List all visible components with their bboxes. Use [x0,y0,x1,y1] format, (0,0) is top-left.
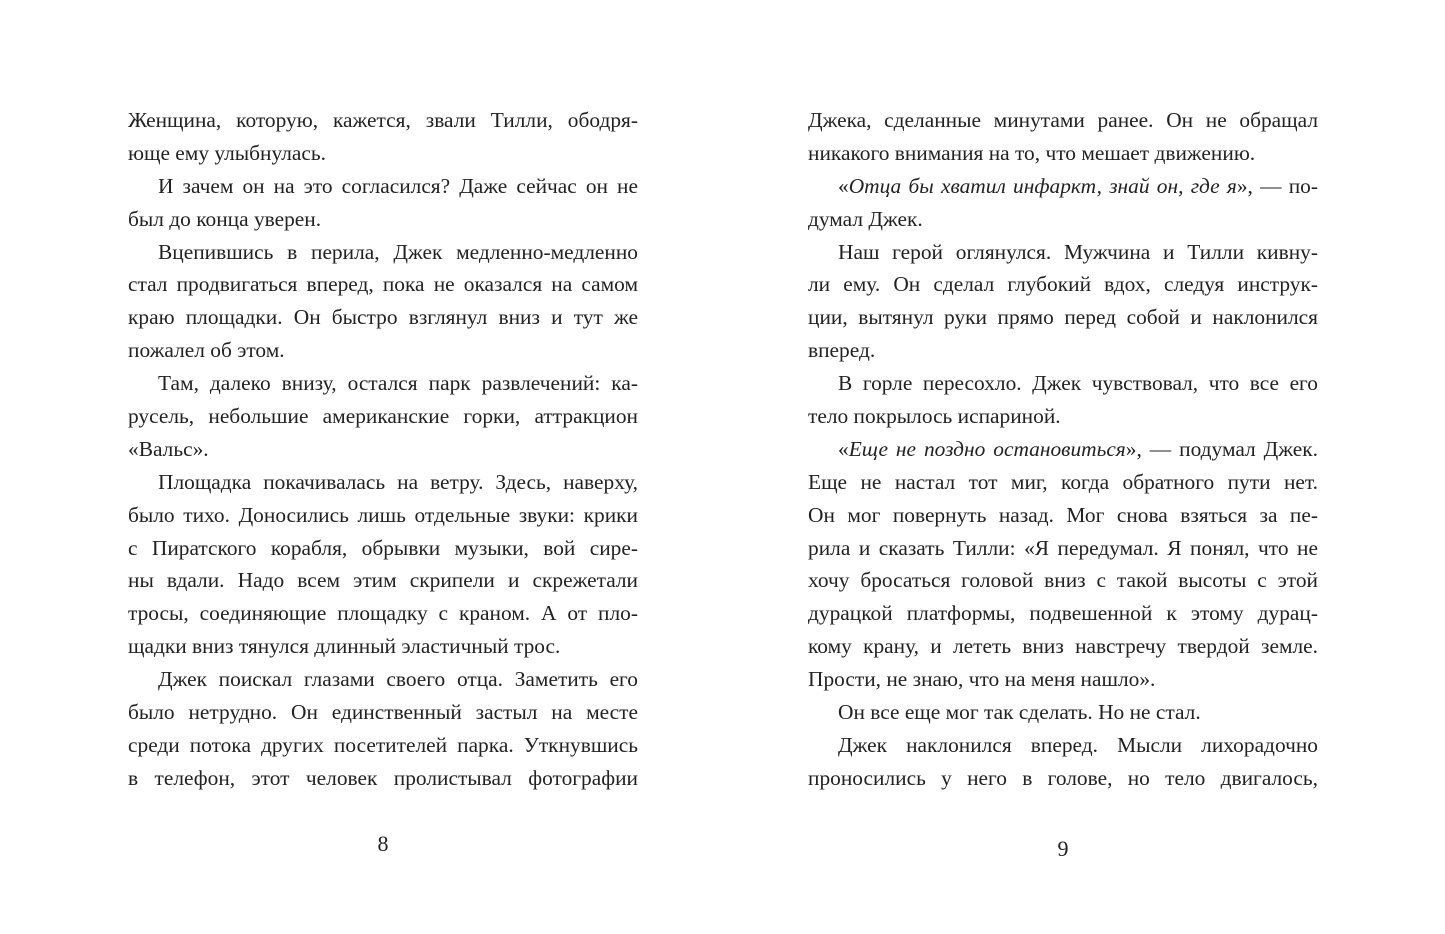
text-line: «Отца бы хватил инфаркт, знай он, где я», — по- [838,173,1318,198]
text-line: краю площадки. Он быстро взглянул вниз и тут же [128,305,638,330]
text-line: было нетрудно. Он единственный застыл на месте [128,700,638,725]
text-line: стал продвигаться вперед, пока не оказался на самом [128,272,638,297]
text-line: Площадка покачивалась на ветру. Здесь, наверху, [158,469,638,494]
text-line: «Вальс». [128,436,209,461]
left-page [0,0,722,934]
page-number: 9 [1057,836,1069,861]
right-page [722,0,1445,934]
text-line: думал Джек. [808,206,923,231]
text-line: проносились у него в голове, но тело двигалось, [808,765,1318,790]
text-line: был до конца уверен. [128,206,322,231]
text-line: Он все еще мог так сделать. Но не стал. [838,700,1201,725]
text-line: В горле пересохло. Джек чувствовал, что все его [838,371,1318,396]
text-line: Женщина, которую, кажется, звали Тилли, ободря- [128,108,638,132]
text-line: тросы, соединяющие площадку с краном. А от пло- [128,601,638,626]
text-line: Вцепившись в перила, Джек медленно-медленно [158,239,638,264]
text-line: никакого внимания на то, что мешает движению. [808,140,1256,165]
text-line: ны вдали. Надо всем этим скрипели и скрежетали [128,568,638,593]
text-line: Там, далеко внизу, остался парк развлечений: ка- [158,371,638,396]
text-line: Прости, не знаю, что на меня нашло». [808,667,1156,692]
text-line: «Еще не поздно остановиться», — подумал Джек. [838,436,1318,461]
text-line: тело покрылось испариной. [808,404,1061,429]
text-line: было тихо. Доносились лишь отдельные звуки: крики [128,502,638,527]
text-line: Он мог повернуть назад. Мог снова взяться за пе- [808,502,1318,527]
text-line: Джек поискал глазами своего отца. Заметить его [158,667,638,692]
text-line: рила и сказать Тилли: «Я передумал. Я понял, что не [808,535,1318,560]
text-line: И зачем он на это согласился? Даже сейчас он не [158,173,638,198]
left-page-text [128,104,638,795]
text-line: юще ему улыбнулась. [128,140,327,165]
text-line: кому крану, и лететь вниз навстречу твердой земле. [808,634,1318,659]
text-line: ции, вытянул руки прямо перед собой и наклонился [808,305,1318,330]
text-line: ли ему. Он сделал глубокий вдох, следуя инструк- [808,272,1318,297]
right-page-text [808,104,1318,795]
text-line: русель, небольшие американские горки, аттракцион [128,404,638,429]
text-line: Джек наклонился вперед. Мысли лихорадочно [838,732,1318,757]
page-number: 8 [377,831,389,856]
italic-thought: Отца бы хватил инфаркт, знай он, где я [848,173,1237,198]
italic-thought: Еще не поздно остановиться [848,436,1126,461]
text-line: Еще не настал тот миг, когда обратного пути нет. [808,469,1318,494]
text-line: щадки вниз тянулся длинный эластичный трос. [128,634,561,659]
text-line: в телефон, этот человек пролистывал фотографии [128,765,638,790]
text-line: с Пиратского корабля, обрывки музыки, вой сире- [128,535,638,560]
text-line: среди потока других посетителей парка. Уткнувшись [128,732,638,757]
text-line: хочу бросаться головой вниз с такой высоты с этой [808,568,1318,593]
text-line: вперед. [808,338,876,363]
text-line: Джека, сделанные минутами ранее. Он не обращал [808,108,1318,132]
text-line: дурацкой платформы, подвешенной к этому дурац- [808,601,1318,626]
text-line: пожалел об этом. [128,338,285,363]
text-line: Наш герой оглянулся. Мужчина и Тилли кивну- [838,239,1318,264]
